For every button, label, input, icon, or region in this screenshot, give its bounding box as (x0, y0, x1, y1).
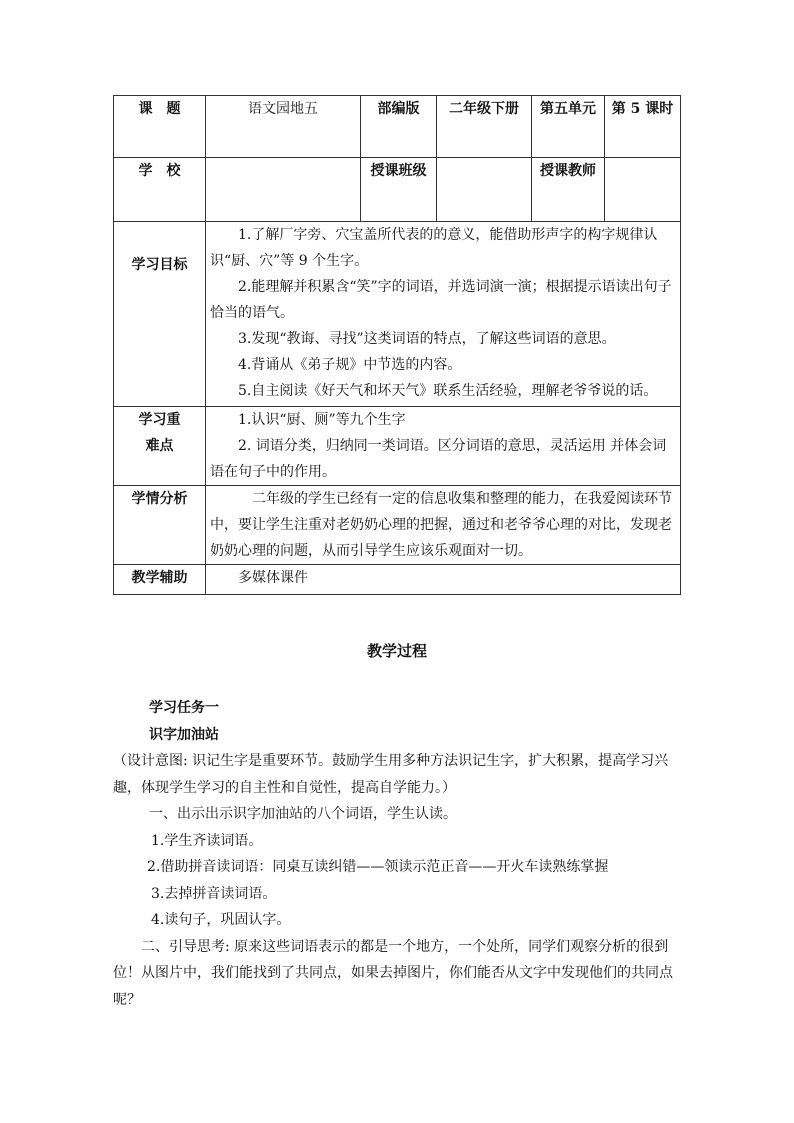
row-goals (114, 222, 681, 407)
row-aids (114, 565, 681, 595)
goals-label (114, 222, 206, 407)
step-two: 二、引导思考: 原来这些词语表示的都是一个地方，一个处所，同学们观察分析的很到位！从图片中，我们能找到了共同点，如果去掉图片，你们能否从文字中发现他们的共同点呢？ (113, 938, 673, 1008)
keypoints-label-text: 学习重难点 (138, 412, 181, 454)
design-intent: （设计意图: 识记生字是重要环节。鼓励学生用多种方法识记生字，扩大积累，提高学习兴趣，体现学生学习的自主性和自觉性，提高自学能力。） (113, 753, 669, 796)
lesson-name: 语文园地五 (206, 96, 361, 158)
keypoints-label (114, 407, 206, 486)
process-body (113, 695, 680, 1013)
sub-step-2: 2.借助拼音读词语：同桌互读纠错——领读示范正音——开火车读熟练掌握 (147, 859, 609, 875)
sub-step-3: 3.去掉拼音读词语。 (151, 885, 277, 902)
goal-item: 2.能理解并积累含“笑”字的词语，并选词演一演；根据提示语读出句子恰当的语气。 (210, 279, 672, 321)
station-heading: 识字加油站 (149, 726, 219, 743)
task-heading: 学习任务一 (149, 700, 219, 716)
aids-label: 教学辅助 (114, 565, 206, 595)
row-analysis (114, 486, 681, 565)
topic-label: 课 题 (114, 96, 206, 158)
aids-text: 多媒体课件 (238, 570, 308, 586)
teacher-label: 授课教师 (532, 158, 605, 222)
goal-item: 5.自主阅读《好天气和坏天气》联系生活经验，理解老爷爷说的话。 (238, 383, 658, 399)
keypoint-item: 2. 词语分类，归纳同一类词语。区分词语的意思，灵活运用 并体会词语在句子中的作用。 (210, 438, 667, 480)
sub-step-4: 4.读句子，巩固认字。 (151, 912, 291, 928)
analysis-text: 二年级的学生已经有一定的信息收集和整理的能力，在我爱阅读环节中，要让学生注重对老奶奶心理的把握，通过和老爷爷心理的对比，发现老奶奶心理的问题，从而引导学生应该乐观面对一切。 (210, 491, 672, 559)
aids-content (206, 565, 681, 595)
teacher-value (605, 158, 681, 222)
row-school (114, 158, 681, 222)
unit: 第五单元 (532, 96, 605, 158)
process-title: 教学过程 (366, 642, 427, 660)
goal-item: 4.背诵从《弟子规》中节选的内容。 (238, 357, 462, 373)
keypoints-content (206, 407, 681, 486)
class-value (437, 158, 532, 222)
step-one: 一、出示出示识字加油站的八个词语，学生认读。 (149, 806, 457, 822)
lesson-info-table (113, 95, 681, 595)
edition: 部编版 (361, 96, 437, 158)
school-value (206, 158, 361, 222)
goal-item: 1.了解厂字旁、穴宝盖所代表的的意义，能借助形声字的构字规律认识“厨、穴”等 9 个生字。 (210, 227, 658, 269)
sub-step-1: 1.学生齐读词语。 (151, 832, 263, 849)
keypoint-item: 1.认识“厨、厕”等九个生字 (238, 412, 406, 428)
row-topic (114, 96, 681, 158)
period: 第 5 课时 (605, 96, 681, 158)
goals-label-text: 学习目标 (131, 257, 188, 273)
grade: 二年级下册 (437, 96, 532, 158)
analysis-content (206, 486, 681, 565)
class-label: 授课班级 (361, 158, 437, 222)
goal-item: 3.发现“教诲、寻找”这类词语的特点，了解这些词语的意思。 (238, 331, 616, 347)
analysis-label: 学情分析 (114, 486, 206, 565)
school-label: 学 校 (114, 158, 206, 222)
goals-content (206, 222, 681, 407)
row-keypoints (114, 407, 681, 486)
